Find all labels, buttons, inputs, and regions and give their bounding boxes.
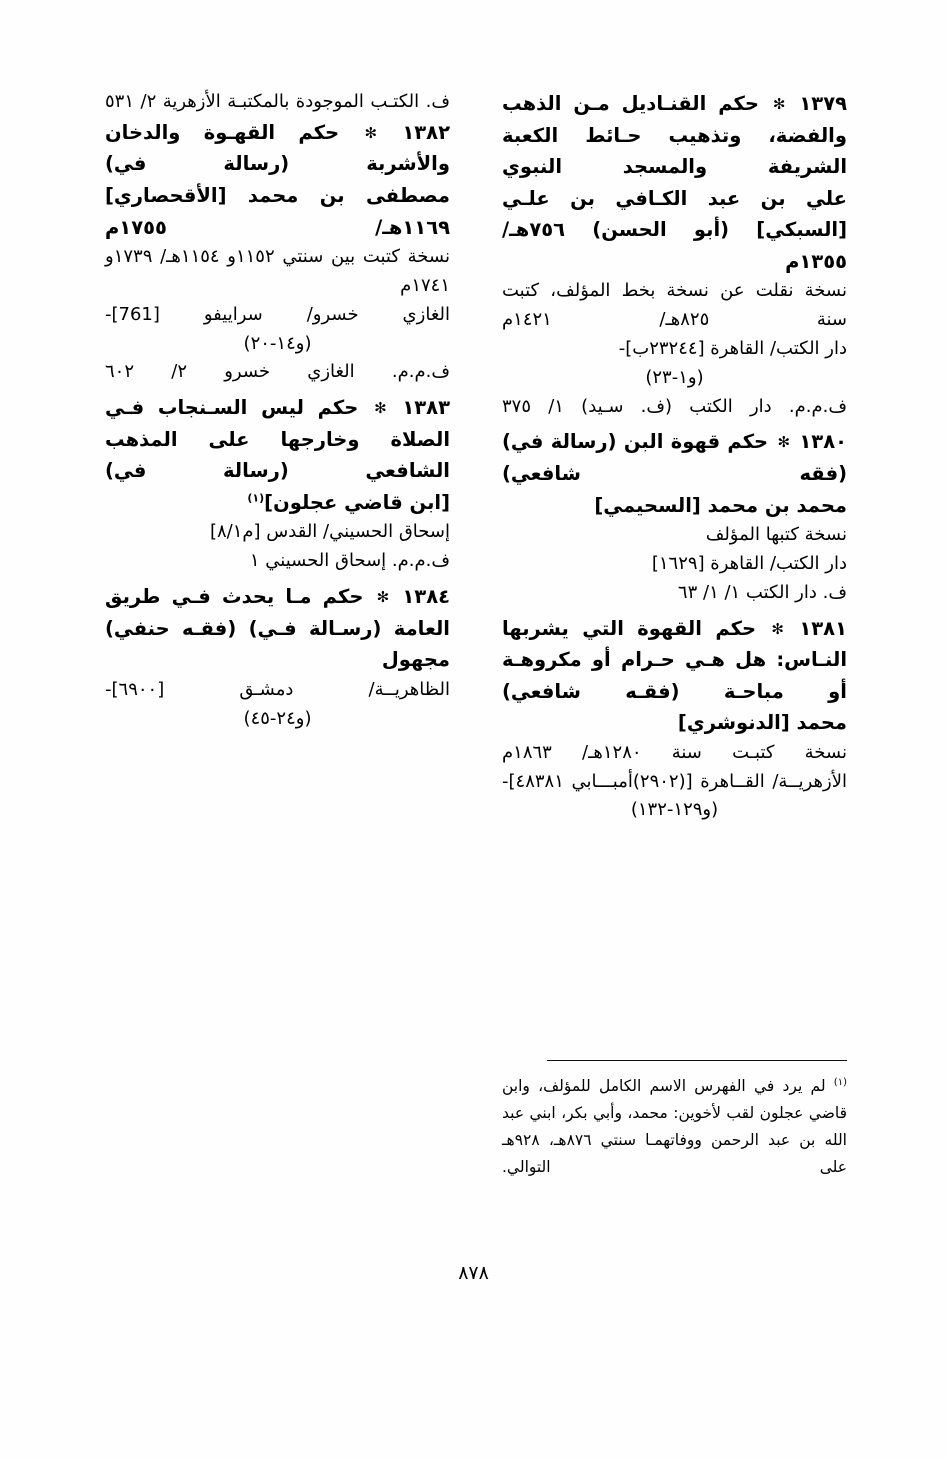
- entry-1383: [105, 392, 450, 576]
- entry-1380: [502, 426, 847, 607]
- entry-number: ١٣٨٤: [402, 585, 450, 608]
- entry-title: حكم القهوة التي يشربها النـاس: هل هـي حـرام أو مكروهـة أو مباحـة (فقـه شافعي): [502, 616, 847, 703]
- entry-title-line: [105, 117, 450, 180]
- entry-1381: [502, 613, 847, 826]
- entry-title: حكم ليس السـنجاب فـي الصلاة وخارجها على المذهب الشافعي (رسالة في): [105, 396, 450, 483]
- entry-author-name: [ابن قاضي عجلون]: [264, 490, 450, 514]
- entry-note: دار الكتب/ القاهرة [٢٣٢٤٤ب]-: [618, 338, 847, 360]
- star-icon: ✻: [364, 123, 378, 142]
- star-icon: ✻: [771, 619, 784, 638]
- right-column: [502, 88, 847, 827]
- entry-note: الظاهريــة/ دمشـق [٦٩٠٠]-: [105, 678, 450, 700]
- footnote-body: لم يرد في الفهرس الاسم الكامل للمؤلف، وابن قاضي عجلون لقب لأخوين: محمد، وأبي بكر، ابني عبد الله بن عبد الرحمن ووفاتهمـا سنتي ٨٧٦هـ، ٩٢٨هـ على التوالي.: [502, 1077, 847, 1177]
- entry-title: حكم مـا يحدث فـي طريق العامة (رسـالة فـي) (فقـه حنفي): [105, 585, 450, 640]
- entry-author: مصطفى بن محمد [الأقحصاري] ١١٦٩هـ/ ١٧٥٥م: [105, 183, 450, 239]
- entry-author: [105, 487, 450, 519]
- entry-note: (و١-٢٣): [645, 366, 704, 388]
- entry-note: (و٢٤-٤٥): [243, 707, 312, 729]
- footnote-text: [502, 1073, 847, 1182]
- page-number: ٨٧٨: [458, 1262, 489, 1284]
- entry-title: حكم القنـاديل مـن الذهب والفضة، وتذهيب حـائط الكعبة الشريفة والمسجد النبوي: [502, 92, 847, 179]
- entry-number: ١٣٨١: [799, 616, 847, 640]
- entry-note: الغازي خسرو/ سراييفو [761]-: [105, 303, 450, 325]
- footnote-marker: (١): [833, 1076, 847, 1088]
- entry-note: (و١٤-٢٠): [243, 332, 312, 354]
- entry-note: ف.م.م. إسحاق الحسيني ١: [249, 550, 450, 572]
- entry-1384: [105, 581, 450, 733]
- footnote-divider: [547, 1060, 847, 1061]
- entry-title: حكم قهوة البن (رسالة في) (فقه شافعي): [502, 430, 847, 486]
- entry-note: نسخة كتبها المؤلف: [705, 524, 847, 546]
- entry-note: ف.م.م. الغازي خسرو ٢/ ٦٠٢: [105, 361, 450, 383]
- entry-number: ١٣٧٩: [799, 92, 847, 115]
- entry-number: ١٣٨٣: [402, 396, 450, 420]
- entry-1379: [502, 88, 847, 421]
- entry-author: علي بن عبد الكـافي بن علـي [السبكي] (أبو الحسن) ٧٥٦هـ/ ١٣٥٥م: [502, 186, 847, 273]
- entry-note: نسخة نقلت عن نسخة بخط المؤلف، كتبت سنة ٨٢٥هـ/ ١٤٢١م: [502, 280, 847, 331]
- entry-note: دار الكتب/ القاهرة [١٦٢٩]: [651, 552, 847, 574]
- entry-author: محمد [الدنوشري]: [677, 711, 847, 735]
- entry-note: الأزهريــة/ القــاهرة [(٢٩٠٢)أمبـــابي ٤٨٣٨١]-: [502, 770, 848, 792]
- entry-title-line: [105, 581, 450, 644]
- footnote-section: [502, 1060, 847, 1182]
- entry-number: ١٣٨٠: [799, 430, 847, 454]
- entry-author: محمد بن محمد [السحيمي]: [594, 493, 847, 517]
- footnote-reference: (١): [247, 491, 265, 505]
- left-column: [105, 88, 450, 827]
- entry-note: نسخة كتبت بين سنتي ١١٥٢و ١١٥٤هـ/ ١٧٣٩و ١٧٤١م: [105, 246, 450, 296]
- entry-note: (و١٢٩-١٣٢): [630, 799, 719, 821]
- entry-author: مجهول: [381, 648, 450, 672]
- star-icon: ✻: [374, 399, 387, 418]
- entry-note: إسحاق الحسيني/ القدس [م٨/١]: [209, 521, 450, 543]
- entry-note: ف.م.م. دار الكتب (ف. سـيد) ١/ ٣٧٥: [502, 395, 848, 417]
- entry-title-line: [502, 88, 847, 183]
- entry-1382: [105, 117, 450, 387]
- entry-note: نسخة كتبـت سنة ١٢٨٠هـ/ ١٨٦٣م: [502, 741, 847, 763]
- entry-note: ف. دار الكتب ١/ ١/ ٦٣: [677, 581, 847, 603]
- two-column-body: [100, 88, 847, 827]
- entry-number: ١٣٨٢: [402, 120, 450, 144]
- entry-title-line: [105, 392, 450, 487]
- continued-note: ف. الكتـب الموجودة بالمكتبـة الأزهرية ٢/ ٥٣١: [105, 91, 450, 112]
- star-icon: ✻: [772, 95, 786, 113]
- star-icon: ✻: [376, 588, 390, 606]
- star-icon: ✻: [777, 433, 791, 452]
- entry-title: حكم القهـوة والدخان والأشربة (رسالة في): [105, 120, 450, 176]
- entry-title-line: [502, 426, 847, 489]
- entry-title-line: [502, 613, 847, 708]
